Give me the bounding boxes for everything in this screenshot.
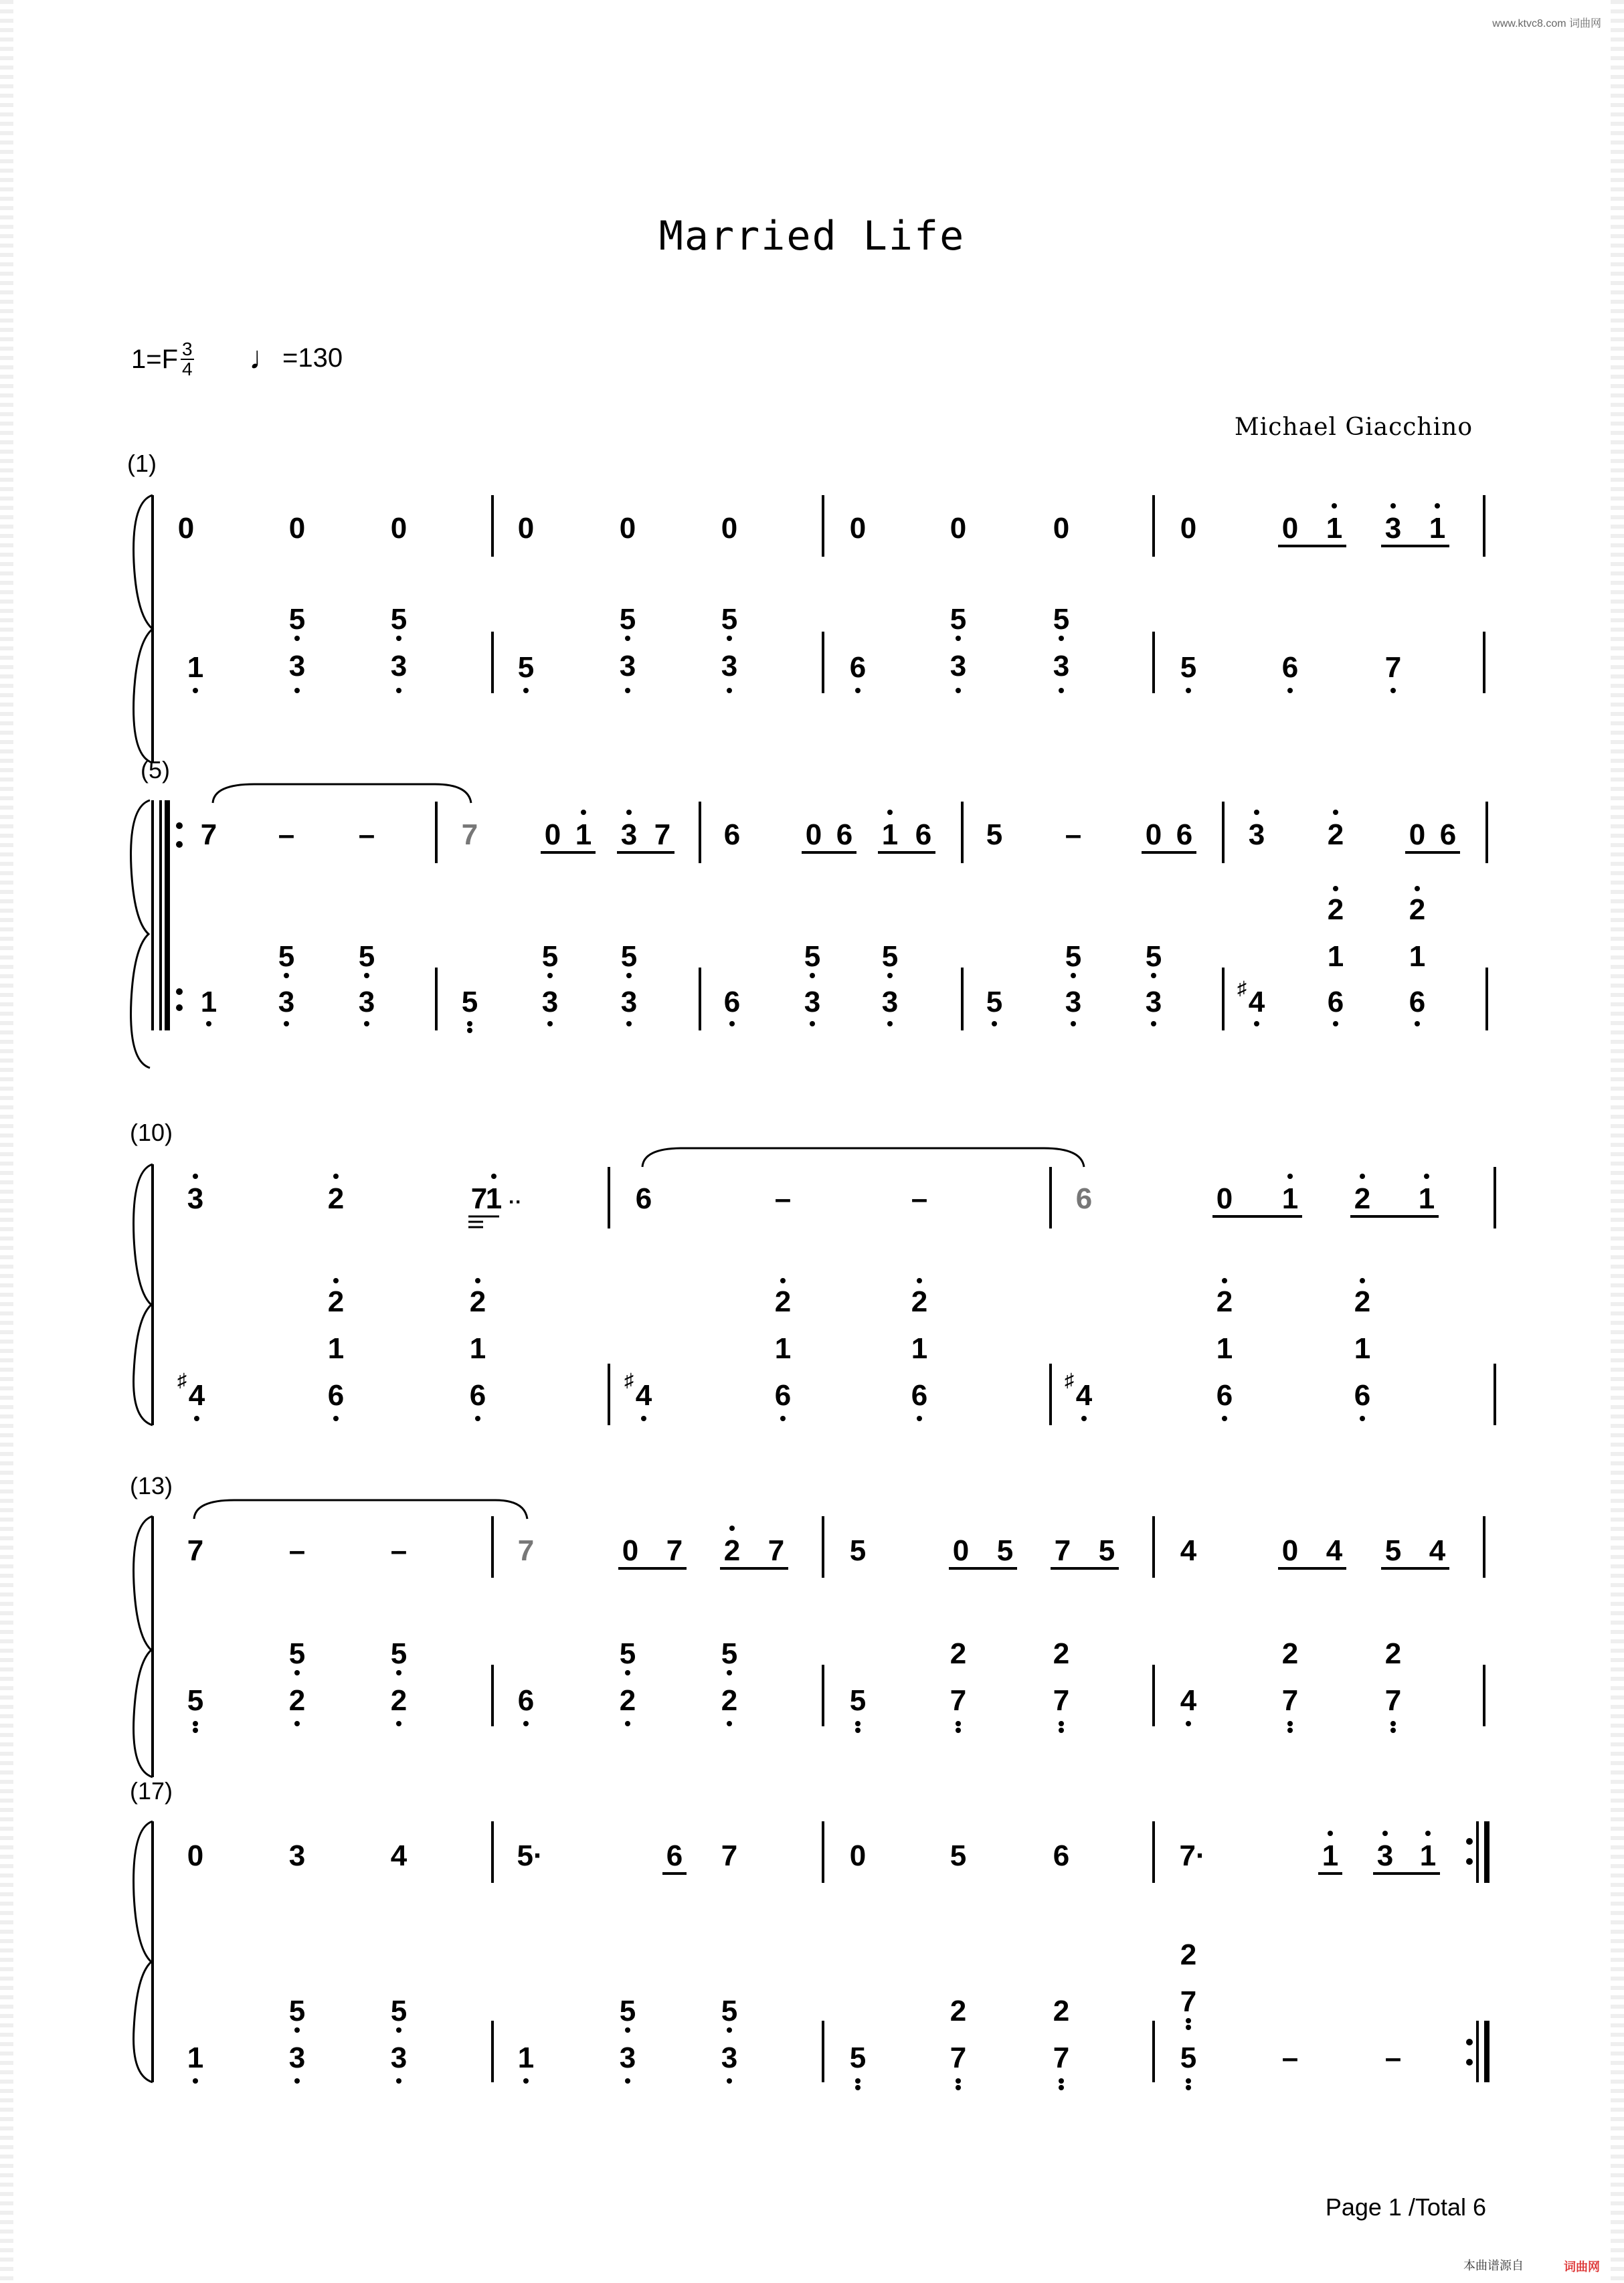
svg-text:0: 0 [622,1534,639,1567]
svg-text:7: 7 [1281,1684,1299,1717]
note: 0 [288,512,306,545]
svg-text:1: 1 [1409,940,1426,973]
measure-number: (10) [130,1119,173,1146]
svg-text:5: 5 [288,1995,306,2027]
svg-text:1: 1 [187,2041,204,2074]
page-counter: Page 1 /Total 6 [1325,2193,1486,2221]
svg-text:7: 7 [654,818,671,851]
key-prefix: 1=F [131,344,179,374]
svg-text:2: 2 [1409,893,1426,926]
svg-text:1: 1 [200,986,217,1018]
svg-text:2: 2 [721,1684,738,1717]
svg-text:2: 2 [1354,1182,1371,1215]
svg-text:2: 2 [1180,1938,1197,1971]
svg-text:6: 6 [1327,986,1344,1018]
svg-text:6: 6 [635,1182,652,1215]
note: 5 [619,603,636,636]
svg-text:6: 6 [1176,818,1193,851]
svg-text:1: 1 [1354,1332,1371,1365]
svg-text:5: 5 [721,1995,738,2027]
measure-number: (17) [130,1777,173,1805]
svg-text:5: 5 [881,940,899,973]
system-5 [134,1821,1487,2090]
note: 5 [288,603,306,636]
note: 0 [950,512,967,545]
note: 0 [1053,512,1070,545]
note: 0 [1180,512,1197,545]
svg-text:5: 5 [541,940,559,973]
svg-text:3: 3 [288,2041,306,2074]
svg-text:3: 3 [620,818,638,851]
svg-text:7: 7 [1180,1985,1197,2018]
svg-text:5: 5 [1145,940,1162,973]
note: 1 [187,651,204,684]
svg-text:7: 7 [1054,1534,1071,1567]
system-1 [134,495,1484,763]
svg-text:7: 7 [461,818,478,851]
svg-text:0: 0 [1281,1534,1299,1567]
measure-number: (13) [130,1472,173,1499]
site-watermark: www.ktvc8.com 词曲网 [1492,18,1601,29]
svg-text:4: 4 [390,1839,408,1872]
note: 7 [1384,651,1402,684]
note: 6 [1281,651,1299,684]
note: 3 [390,650,408,682]
svg-text:5: 5 [950,1839,967,1872]
svg-text:0: 0 [1145,818,1162,851]
note: 5 [517,651,535,684]
page-title: Married Life [658,213,966,260]
svg-text:0: 0 [187,1839,204,1872]
svg-text:3: 3 [541,986,559,1018]
note: 0 [1281,512,1299,545]
svg-text:3: 3 [804,986,821,1018]
svg-text:1: 1 [1418,1182,1435,1215]
system-2 [131,784,1487,1068]
note: 3 [288,650,306,682]
svg-text:3: 3 [881,986,899,1018]
note: 5 [721,603,738,636]
note: 0 [177,512,195,545]
svg-text:1: 1 [774,1332,792,1365]
svg-text:6: 6 [1075,1182,1093,1215]
svg-text:1: 1 [327,1332,345,1365]
svg-text:2: 2 [619,1684,636,1717]
svg-text:4: 4 [188,1379,205,1412]
note: 3 [721,650,738,682]
svg-text:0: 0 [805,818,822,851]
svg-text:5: 5 [1384,1534,1402,1567]
svg-text:5: 5 [804,940,821,973]
svg-text:–: – [278,818,295,851]
svg-text:2: 2 [1053,1995,1070,2027]
svg-text:3: 3 [1376,1839,1394,1872]
svg-text:1: 1 [1216,1332,1233,1365]
site-logo: 词曲网 [1564,2260,1600,2274]
svg-text:4: 4 [1075,1379,1093,1412]
tempo-value: =130 [282,343,343,373]
svg-text:7·: 7· [1179,1839,1206,1872]
svg-text:2: 2 [950,1637,967,1670]
svg-text:2: 2 [469,1285,486,1318]
svg-text:6: 6 [1216,1379,1233,1412]
svg-text:1: 1 [575,818,592,851]
svg-text:3: 3 [721,2041,738,2074]
svg-text:–: – [774,1182,792,1215]
tie [213,784,471,803]
svg-text:5: 5 [278,940,295,973]
note: 3 [1384,512,1402,545]
note: 5 [390,603,408,636]
svg-text:6: 6 [723,986,741,1018]
svg-text:–: – [1384,2041,1402,2074]
svg-text:3: 3 [187,1182,204,1215]
svg-text:5: 5 [1180,2041,1197,2074]
composer: Michael Giacchino [1234,414,1473,441]
svg-text:5: 5 [390,1637,408,1670]
svg-text:6: 6 [327,1379,345,1412]
svg-text:4: 4 [1326,1534,1343,1567]
svg-text:♯: ♯ [1065,1370,1074,1390]
svg-text:2: 2 [1384,1637,1402,1670]
svg-text:1: 1 [881,818,899,851]
note: 0 [390,512,408,545]
svg-text:–: – [1065,818,1082,851]
svg-text:–: – [288,1534,306,1567]
svg-text:3: 3 [1145,986,1162,1018]
note: 1 [1429,512,1446,545]
svg-text:5: 5 [619,1995,636,2027]
note: 3 [950,650,967,682]
svg-text:6: 6 [1439,818,1457,851]
svg-text:♯: ♯ [1237,978,1247,998]
svg-text:5: 5 [288,1637,306,1670]
svg-text:7: 7 [1053,1684,1070,1717]
svg-text:2: 2 [1053,1637,1070,1670]
svg-text:2: 2 [327,1285,345,1318]
svg-text:6: 6 [915,818,932,851]
svg-text:5: 5 [358,940,375,973]
svg-text:3: 3 [620,986,638,1018]
svg-text:7: 7 [470,1182,488,1215]
note: 1 [1326,512,1343,545]
svg-text:7: 7 [1384,1684,1402,1717]
svg-text:6: 6 [723,818,741,851]
svg-text:5: 5 [986,818,1003,851]
svg-text:4: 4 [1180,1684,1197,1717]
time-denominator: 4 [182,359,193,379]
time-numerator: 3 [182,339,193,359]
svg-text:–: – [390,1534,408,1567]
svg-text:5: 5 [461,986,478,1018]
note: 6 [849,651,867,684]
svg-text:5: 5 [996,1534,1014,1567]
svg-text:7: 7 [950,1684,967,1717]
svg-text:5: 5 [849,1684,867,1717]
svg-text:2: 2 [390,1684,408,1717]
svg-text:6: 6 [836,818,853,851]
svg-text:♯: ♯ [624,1370,634,1390]
svg-text:2: 2 [1216,1285,1233,1318]
note: 3 [619,650,636,682]
svg-text:0: 0 [544,818,561,851]
svg-text:0: 0 [1409,818,1426,851]
system-4 [134,1500,1484,1777]
note: 0 [849,512,867,545]
svg-text:0: 0 [952,1534,970,1567]
svg-text:2: 2 [911,1285,928,1318]
svg-text:7: 7 [187,1534,204,1567]
note: 0 [517,512,535,545]
note: 0 [721,512,738,545]
svg-text:6: 6 [774,1379,792,1412]
svg-text:6: 6 [666,1839,683,1872]
svg-text:··: ·· [509,1191,522,1213]
svg-text:5: 5 [620,940,638,973]
footer-source-note: 本曲谱源自 [1463,2259,1524,2272]
svg-text:0: 0 [1216,1182,1233,1215]
svg-text:3: 3 [288,1839,306,1872]
svg-text:4: 4 [1248,986,1265,1018]
svg-text:5: 5 [619,1637,636,1670]
svg-text:–: – [911,1182,928,1215]
svg-text:6: 6 [517,1684,535,1717]
measure-number: (1) [127,450,157,477]
svg-text:1: 1 [485,1182,503,1215]
svg-text:7: 7 [768,1534,785,1567]
svg-text:0: 0 [849,1839,867,1872]
svg-text:7: 7 [666,1534,683,1567]
svg-text:5: 5 [1098,1534,1115,1567]
svg-text:–: – [358,818,375,851]
note: 3 [1053,650,1070,682]
svg-text:1: 1 [1327,940,1344,973]
svg-text:7: 7 [200,818,217,851]
note: 5 [1180,651,1197,684]
svg-text:6: 6 [1053,1839,1070,1872]
system-3 [134,1148,1495,1425]
svg-text:4: 4 [1429,1534,1446,1567]
brace [134,495,153,763]
measure-number: (5) [141,756,170,784]
svg-text:5: 5 [986,986,1003,1018]
svg-text:7: 7 [517,1534,535,1567]
svg-text:3: 3 [619,2041,636,2074]
svg-text:4: 4 [635,1379,652,1412]
svg-text:2: 2 [723,1534,741,1567]
svg-text:6: 6 [911,1379,928,1412]
svg-text:1: 1 [1322,1839,1339,1872]
svg-text:7: 7 [950,2041,967,2074]
svg-text:1: 1 [517,2041,535,2074]
svg-text:1: 1 [1281,1182,1299,1215]
svg-text:6: 6 [469,1379,486,1412]
svg-text:5: 5 [187,1684,204,1717]
svg-text:3: 3 [278,986,295,1018]
svg-text:6: 6 [1409,986,1426,1018]
svg-text:3: 3 [358,986,375,1018]
svg-text:5: 5 [1065,940,1082,973]
svg-text:3: 3 [390,2041,408,2074]
svg-text:1: 1 [1419,1839,1437,1872]
svg-text:3: 3 [1065,986,1082,1018]
svg-text:5·: 5· [517,1839,543,1872]
svg-text:♯: ♯ [177,1370,187,1390]
svg-text:7: 7 [1053,2041,1070,2074]
svg-text:5: 5 [390,1995,408,2027]
svg-text:2: 2 [774,1285,792,1318]
svg-text:2: 2 [1327,818,1344,851]
svg-text:2: 2 [327,1182,345,1215]
svg-text:2: 2 [1281,1637,1299,1670]
svg-text:5: 5 [849,1534,867,1567]
note: 5 [1053,603,1070,636]
svg-text:1: 1 [469,1332,486,1365]
note: 5 [950,603,967,636]
svg-text:4: 4 [1180,1534,1197,1567]
quarter-note-icon: ♩ [249,341,281,376]
svg-text:–: – [1281,2041,1299,2074]
note: 0 [619,512,636,545]
svg-text:2: 2 [950,1995,967,2027]
svg-text:2: 2 [1354,1285,1371,1318]
svg-text:2: 2 [1327,893,1344,926]
svg-text:5: 5 [721,1637,738,1670]
svg-text:7: 7 [721,1839,738,1872]
svg-text:5: 5 [849,2041,867,2074]
svg-text:6: 6 [1354,1379,1371,1412]
svg-text:1: 1 [911,1332,928,1365]
svg-text:2: 2 [288,1684,306,1717]
svg-text:3: 3 [1248,818,1265,851]
